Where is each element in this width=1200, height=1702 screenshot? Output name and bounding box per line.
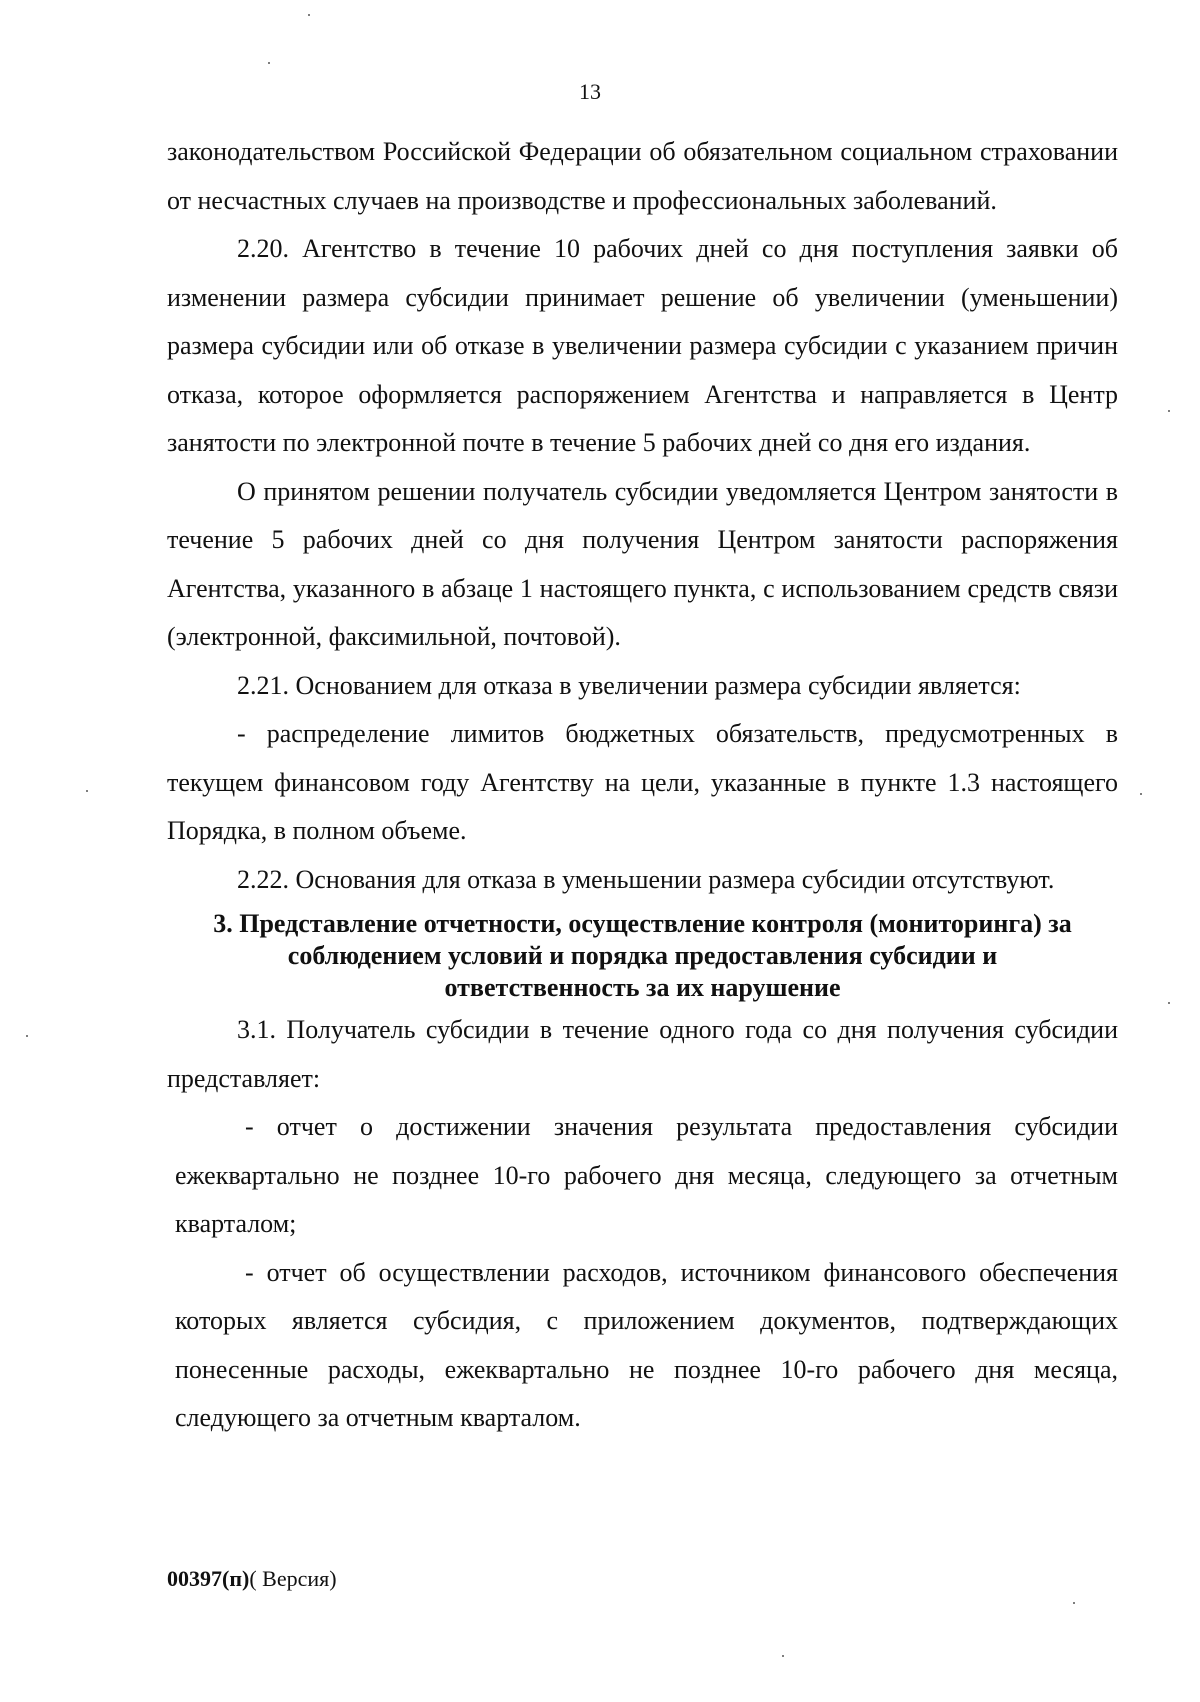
- paragraph-3-1: 3.1. Получатель субсидии в течение одного года со дня получения субсидии представляет:: [167, 1015, 1118, 1093]
- scan-speck: [1140, 793, 1142, 795]
- document-body: [167, 128, 1118, 1443]
- paragraph-2-22: 2.22. Основания для отказа в уменьшении размера субсидии отсутствуют.: [237, 864, 1055, 894]
- scan-speck: [782, 1655, 784, 1657]
- section-heading-line: ответственность за их нарушение: [444, 973, 841, 1002]
- paragraph-2-20: 2.20. Агентство в течение 10 рабочих дней со дня поступления заявки об изменении размера субсидии принимает решение об увеличении (уменьшении) размера субсидии или об отказе в увеличении размера субсидии с указанием причин отказа, которое оформляется распоряжением Агентства и направляется в Центр занятости по электронной почте в течение 5 рабочих дней со дня его издания.: [167, 234, 1118, 457]
- page-number: 13: [579, 79, 601, 104]
- section-heading-line: 3. Представление отчетности, осуществление контроля (мониторинга) за: [213, 909, 1072, 938]
- list-item: - отчет об осуществлении расходов, источником финансового обеспечения которых является субсидия, с приложением документов, подтверждающих понесенные расходы, ежеквартально не позднее 10-го рабочего дня месяца, следующего за отчетным кварталом.: [175, 1257, 1118, 1432]
- paragraph-2-21-item: - распределение лимитов бюджетных обязательств, предусмотренных в текущем финансовом году Агентству на цели, указанные в пункте 1.3 настоящего Порядка, в полном объеме.: [167, 719, 1118, 845]
- list-item: - отчет о достижении значения результата предоставления субсидии ежеквартально не позднее 10-го рабочего дня месяца, следующего за отчетным кварталом;: [175, 1112, 1118, 1238]
- paragraph-continuation: законодательством Российской Федерации об обязательном социальном страховании от несчастных случаев на производстве и профессиональных заболеваний.: [167, 137, 1118, 215]
- scan-speck: [1073, 1602, 1075, 1604]
- scan-speck: [268, 62, 270, 64]
- paragraph-2-21: 2.21. Основанием для отказа в увеличении размера субсидии является:: [237, 670, 1021, 700]
- scan-speck: [86, 790, 88, 792]
- scan-speck: [308, 14, 310, 16]
- document-code: 00397(п): [167, 1566, 250, 1591]
- scan-speck: [1168, 410, 1170, 412]
- section-3-heading: [167, 908, 1118, 1004]
- paragraph-decision-notice: О принятом решении получатель субсидии уведомляется Центром занятости в течение 5 рабочих дней со дня получения Центром занятости распоряжения Агентства, указанного в абзаце 1 настоящего пункта, с использованием средств связи (электронной, факсимильной, почтовой).: [167, 476, 1118, 651]
- scan-speck: [1168, 1002, 1170, 1004]
- scan-speck: [26, 1035, 28, 1037]
- report-list: [167, 1103, 1118, 1443]
- document-footer: [167, 1565, 337, 1593]
- document-version: ( Версия): [249, 1566, 337, 1591]
- section-heading-line: соблюдением условий и порядка предоставления субсидии и: [287, 941, 998, 970]
